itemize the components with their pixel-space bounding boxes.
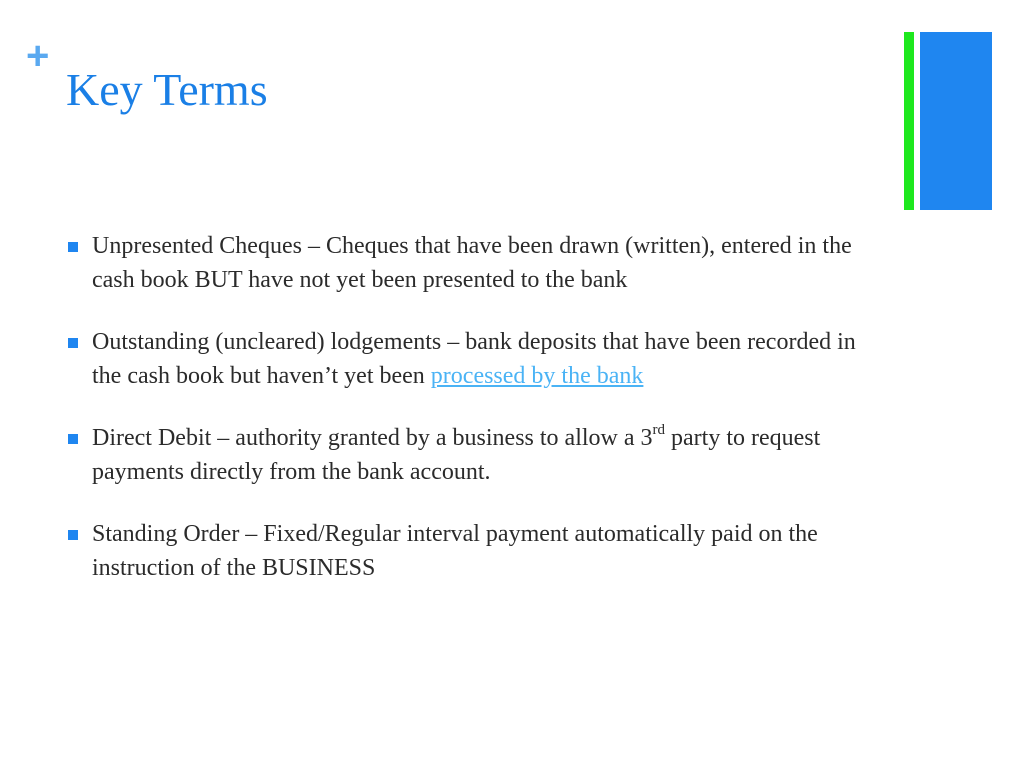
bullet-list [66,229,866,613]
bullet-text-continued: party to request payments directly from the bank account. [92,425,821,485]
square-bullet-icon [68,434,78,444]
bullet-item-unpresented-cheques [66,229,866,297]
square-bullet-icon [68,338,78,348]
processed-by-bank-link[interactable]: processed by the bank [430,363,644,389]
bullet-text: Outstanding (uncleared) lodgements – bank deposits that have been recorded in the cash book but haven’t yet been [92,329,856,389]
ordinal-superscript: rd [652,422,666,438]
slide-title: Key Terms [66,64,268,115]
bullet-text: Standing Order – Fixed/Regular interval payment automatically paid on the instruction of the BUSINESS [92,521,818,581]
bullet-item-standing-order [66,517,866,585]
bullet-item-direct-debit [66,421,866,489]
square-bullet-icon [68,530,78,540]
bullet-text: Direct Debit – authority granted by a business to allow a 3 [92,425,653,451]
accent-bar-green [904,32,914,210]
square-bullet-icon [68,242,78,252]
accent-bar-blue [920,32,992,210]
bullet-text: Unpresented Cheques – Cheques that have been drawn (written), entered in the cash book BUT have not yet been presented to the bank [92,233,852,293]
plus-icon: + [26,34,50,78]
bullet-item-outstanding-lodgements [66,325,866,393]
